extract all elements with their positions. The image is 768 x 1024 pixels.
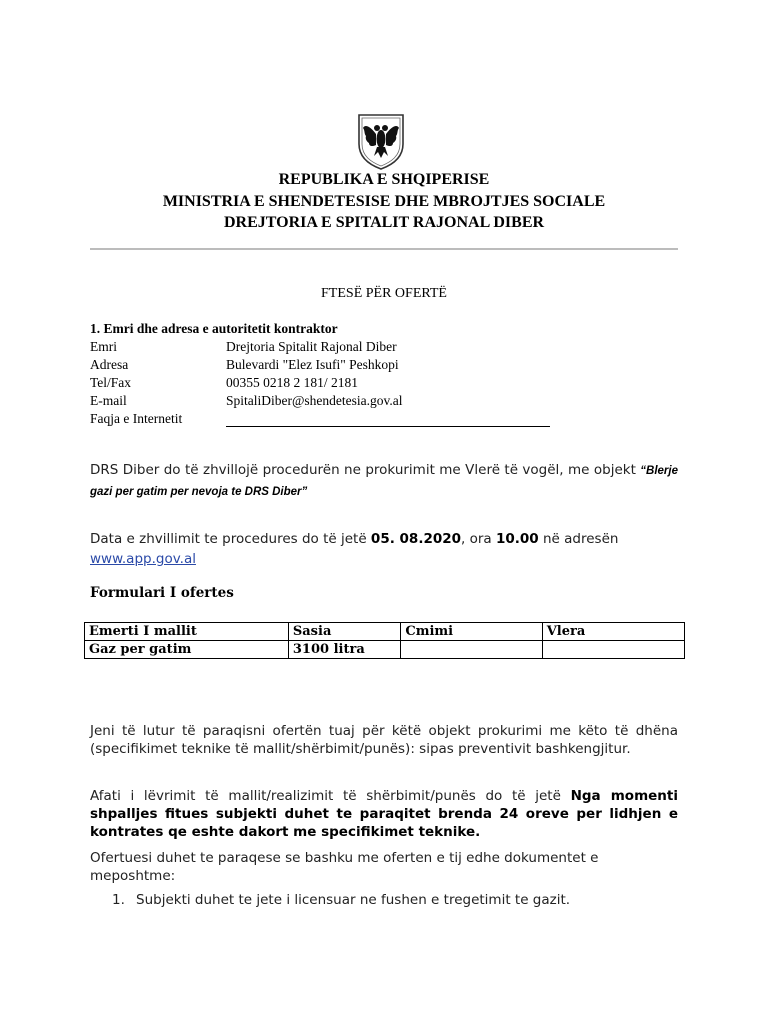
app-gov-link[interactable]: www.app.gov.al (90, 551, 196, 567)
procedure-text: DRS Diber do të zhvillojë procedurën ne prokurimit me Vlerë të vogël, me objekt (90, 462, 641, 478)
field-value: Bulevardi "Elez Isufi" Peshkopi (226, 357, 399, 372)
header-republic: REPUBLIKA E SHQIPERISE (278, 171, 490, 188)
date-prefix: Data e zhvillimit te procedures do të jetë (90, 531, 371, 547)
deadline-prefix: Afati i lëvrimit të mallit/realizimit të shërbimit/punës do të jetë (90, 788, 571, 804)
date-suffix: në adresën (538, 531, 619, 547)
date-middle: , ora (461, 531, 496, 547)
documents-paragraph: Ofertuesi duhet te paraqese se bashku me oferten e tij edhe dokumentet e meposhtme: (90, 850, 599, 884)
column-header: Emerti I mallit (85, 623, 289, 641)
procedure-date: 05. 08.2020 (370, 531, 462, 547)
offer-form-title: Formulari I ofertes (90, 585, 234, 601)
table-cell (401, 641, 542, 659)
table-row (85, 641, 685, 659)
list-text: Subjekti duhet te jete i licensuar ne fushen e tregetimit te gazit. (136, 892, 571, 908)
field-value: Drejtoria Spitalit Rajonal Diber (226, 339, 397, 354)
offer-table (84, 622, 685, 659)
delivery-deadline-paragraph (90, 787, 678, 841)
deadline-terms: Nga momenti shpalljes fitues subjekti duhet te paraqitet brenda 24 oreve per lidhjen e kontrates qe eshte dakort me specifikimet teknike. (90, 788, 678, 840)
table-cell: Gaz per gatim (85, 641, 289, 659)
procedure-paragraph (90, 460, 678, 502)
procedure-time: 10.00 (496, 531, 539, 547)
procedure-date-paragraph (90, 529, 678, 569)
table-cell (542, 641, 684, 659)
list-item (112, 892, 570, 908)
header-divider (90, 248, 678, 250)
coat-of-arms-icon (356, 112, 406, 170)
list-number: 1. (112, 892, 125, 908)
authority-email-row (90, 392, 403, 410)
field-value: SpitaliDiber@shendetesia.gov.al (226, 393, 403, 408)
authority-name-row (90, 338, 397, 356)
section-heading: 1. Emri dhe adresa e autoritetit kontraktor (90, 321, 338, 336)
authority-website-row (90, 410, 338, 428)
header-directorate: DREJTORIA E SPITALIT RAJONAL DIBER (223, 214, 545, 231)
blank-underline (226, 426, 550, 427)
field-label: Emri (90, 339, 117, 354)
authority-phone-row (90, 374, 359, 392)
field-label: E-mail (90, 393, 127, 408)
document-title: FTESË PËR OFERTË (321, 286, 447, 301)
authority-address-row (90, 356, 399, 374)
field-label: Tel/Fax (90, 375, 132, 390)
procurement-object: “Blerje gazi per gatim per nevoja te DRS Diber” (90, 465, 678, 498)
contracting-authority-section (90, 320, 403, 428)
header-ministry: MINISTRIA E SHENDETESISE DHE MBROJTJES SOCIALE (162, 193, 606, 210)
table-header-row (85, 623, 685, 641)
table-cell: 3100 litra (288, 641, 400, 659)
field-label: Adresa (90, 357, 129, 372)
field-value: 00355 0218 2 181/ 2181 (226, 375, 359, 390)
field-label: Faqja e Internetit (90, 411, 183, 426)
column-header: Sasia (288, 623, 400, 641)
offer-request-paragraph: Jeni të lutur të paraqisni ofertën tuaj për këtë objekt prokurimi me këto të dhëna (specifikimet teknike të mallit/shërbimit/punës): sipas preventivit bashkengjitur. (90, 723, 678, 757)
column-header: Vlera (542, 623, 684, 641)
column-header: Cmimi (401, 623, 542, 641)
